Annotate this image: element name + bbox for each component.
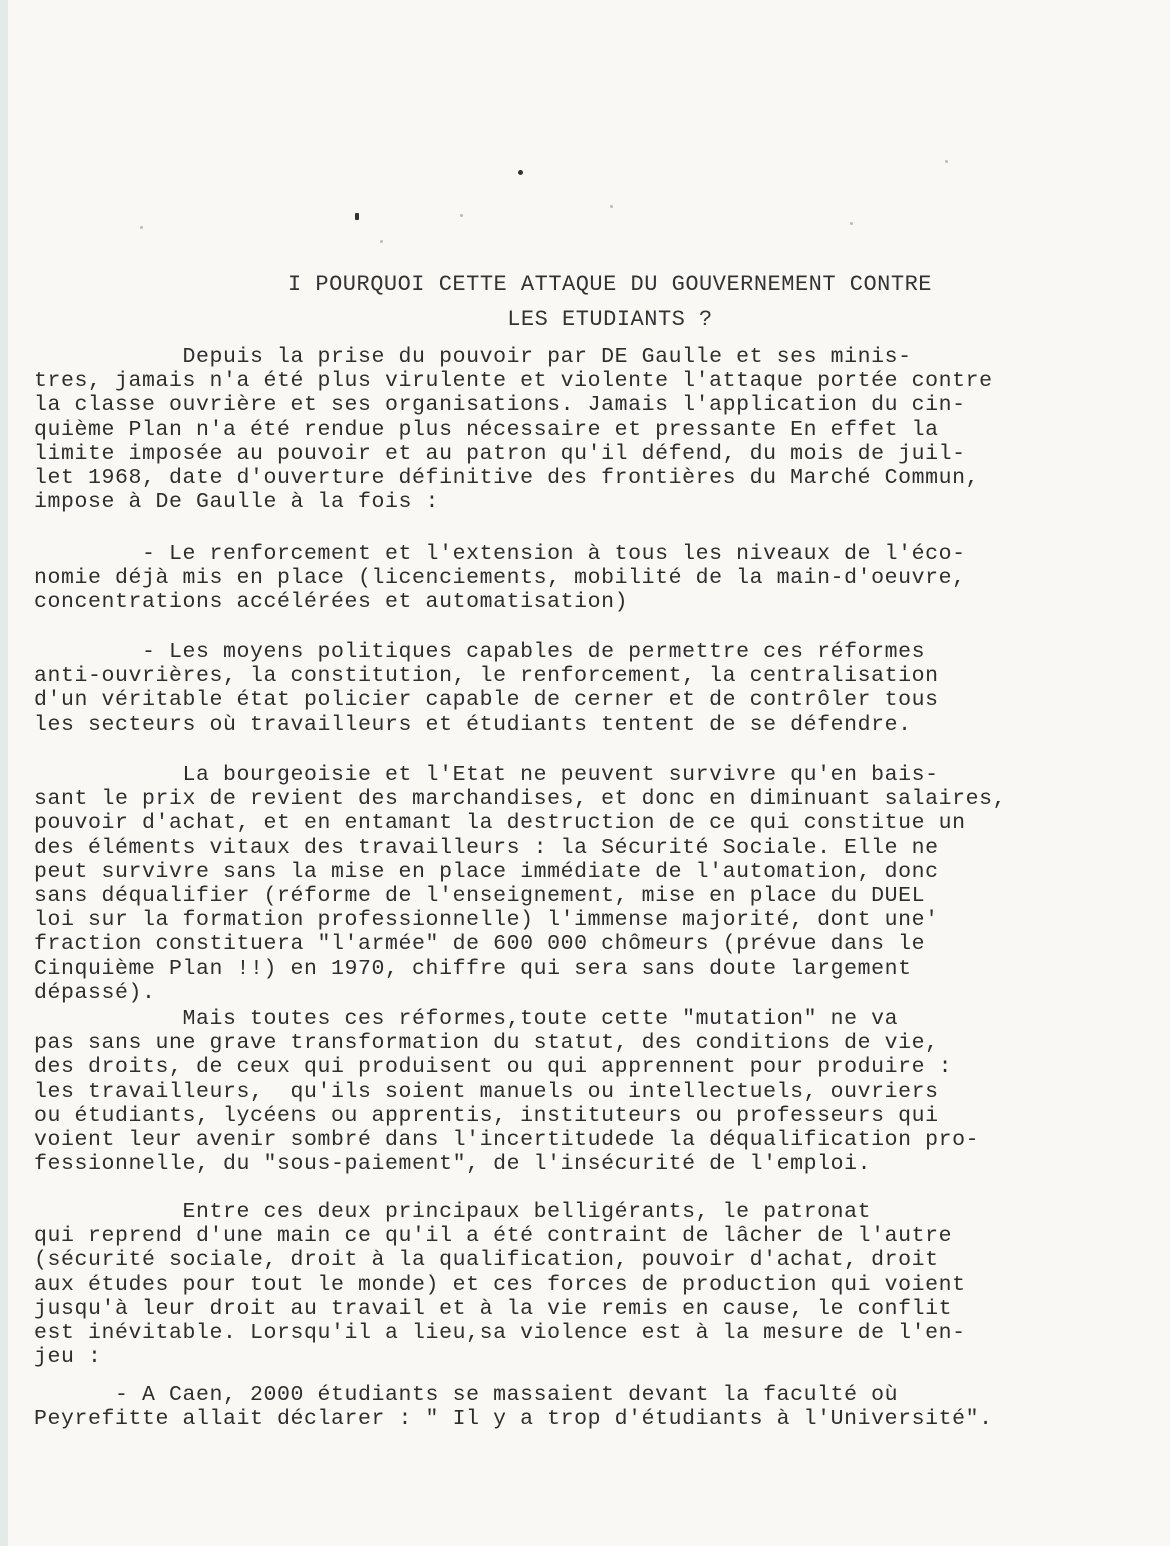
paragraph-bourgeoisie: La bourgeoisie et l'Etat ne peuvent survivre qu'en bais- sant le prix de revient des marchandises, et donc en diminuant salaires, pouvoir d'achat, et en entamant la destruction de ce qui constitue un des éléments vitaux des travailleurs : la Sécurité Sociale. Elle ne peut survivre sans la mise en place immédiate de l'automation, donc sans déqualifier (réforme de l'enseignement, mise en place du DUEL loi sur la formation professionnelle) l'immense majorité, dont une' fraction constituera "l'armée" de 600 000 chômeurs (prévue dans le Cinquième Plan !!) en 1970, chiffre qui sera sans doute largement dépassé). (34, 763, 1007, 1005)
paragraph-economic-point: - Le renforcement et l'extension à tous les niveaux de l'éco- nomie déjà mis en place (licenciements, mobilité de la main-d'oeuvre, concentrations accélérées et automatisation) (34, 542, 966, 615)
paragraph-caen: - A Caen, 2000 étudiants se massaient devant la faculté où Peyrefitte allait déclarer : " Il y a trop d'étudiants à l'Université". (34, 1383, 993, 1432)
ink-speck (610, 205, 613, 208)
paragraph-conflict: Entre ces deux principaux belligérants, le patronat qui reprend d'une main ce qu'il a été contraint de lâcher de l'autre (sécurité sociale, droit à la qualification, pouvoir d'achat, droit aux études pour tout le monde) et ces forces de production qui voient jusqu'à leur droit au travail et à la vie remis en cause, le conflit est inévitable. Lorsqu'il a lieu,sa violence est à la mesure de l'en- jeu : (34, 1200, 966, 1370)
paragraph-mutation: Mais toutes ces réformes,toute cette "mutation" ne va pas sans une grave transformation du statut, des conditions de vie, des droits, de ceux qui produisent ou qui apprennent pour produire : les travailleurs, qu'ils soient manuels ou intellectuels, ouvriers ou étudiants, lycéens ou apprentis, instituteurs ou professeurs qui voient leur avenir sombré dans l'incertitudede la déqualification pro- fessionnelle, du "sous-paiement", de l'insécurité de l'emploi. (34, 1007, 980, 1177)
document-title: I POURQUOI CETTE ATTAQUE DU GOUVERNEMENT CONTRE (287, 272, 932, 297)
ink-speck (140, 226, 143, 229)
paragraph-political-point: - Les moyens politiques capables de permettre ces réformes anti-ouvrières, la constitution, le renforcement, la centralisation d'un véritable état policier capable de cerner et de contrôler tous les secteurs où travailleurs et étudiants tentent de se défendre. (34, 640, 939, 737)
ink-mark (355, 213, 359, 220)
ink-speck (460, 214, 463, 217)
paragraph-intro: Depuis la prise du pouvoir par DE Gaulle et ses minis- tres, jamais n'a été plus virulente et violente l'attaque portée contre la classe ouvrière et ses organisations. Jamais l'application du cin- quième Plan n'a été rendue plus nécessaire et pressante En effet la limite imposée au pouvoir et au patron qu'il défend, du mois de juil- let 1968, date d'ouverture définitive des frontières du Marché Commun, impose à De Gaulle à la fois : (34, 345, 993, 515)
ink-speck (945, 160, 948, 163)
page-edge (0, 0, 8, 1546)
ink-mark (518, 170, 523, 175)
ink-speck (380, 240, 383, 243)
ink-speck (850, 222, 853, 225)
document-subtitle: LES ETUDIANTS ? (507, 307, 713, 332)
